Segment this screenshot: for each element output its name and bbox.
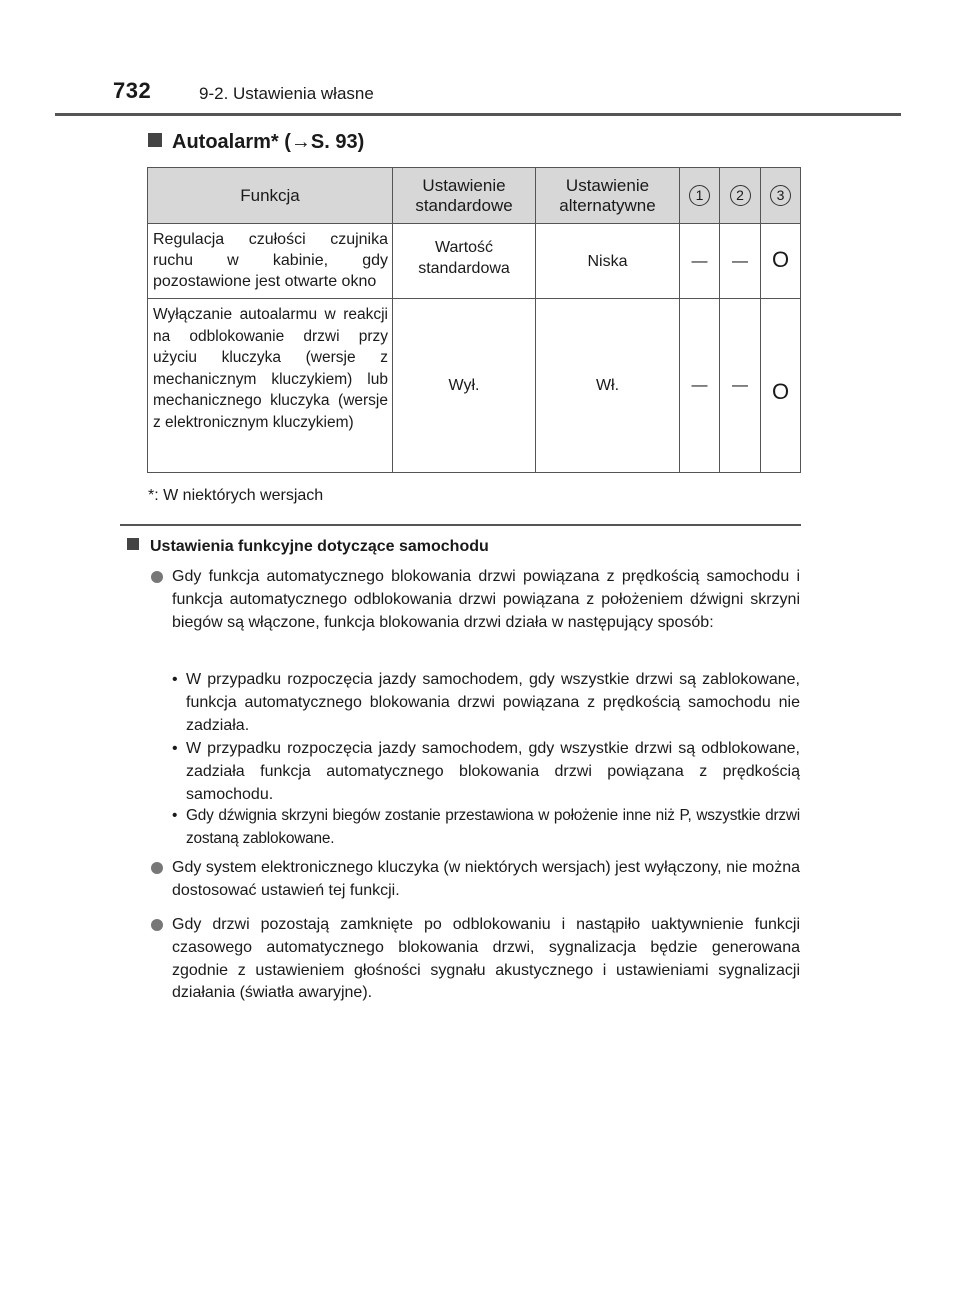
row-c2 bbox=[720, 299, 761, 473]
note-text: Gdy system elektronicznego kluczyka (w niektórych wersjach) jest wyłączony, nie można dostosować ustawień tej funkcji. bbox=[172, 859, 800, 899]
table-header-row bbox=[148, 168, 801, 224]
bullet-dot-icon: • bbox=[172, 740, 178, 757]
notes-heading: Ustawienia funkcyjne dotyczące samochodu bbox=[150, 538, 489, 555]
note-text: Gdy funkcja automatycznego blokowania drzwi powiązana z prędkością samochodu i funkcja automatycznego odblokowania drzwi powiązana z położeniem dźwigni skrzyni biegów są włączone, funkcja blokowania drzwi działa w następujący sposób: bbox=[172, 568, 800, 631]
col-header-default: Ustawienie standardowe bbox=[393, 168, 536, 224]
circled-number-2: 2 bbox=[730, 185, 751, 206]
section-title-row bbox=[148, 131, 364, 154]
bullet-dot-icon: • bbox=[172, 671, 178, 688]
sub-list-item bbox=[172, 805, 800, 851]
sub-note-text: W przypadku rozpoczęcia jazdy samochodem, gdy wszystkie drzwi są zablokowane, funkcja automatycznego blokowania drzwi powiązana z prędkością samochodu nie zadziała. bbox=[186, 671, 800, 734]
sub-list-item bbox=[172, 738, 800, 806]
table-row bbox=[148, 224, 801, 299]
o-mark: O bbox=[771, 378, 790, 404]
section-title: Autoalarm* (→S. 93) bbox=[172, 131, 365, 153]
footnote: *: W niektórych wersjach bbox=[148, 487, 324, 504]
row-c1 bbox=[680, 299, 720, 473]
settings-table bbox=[147, 167, 801, 473]
row-c1 bbox=[680, 224, 720, 299]
row-default: Wartość standardowa bbox=[393, 224, 536, 299]
round-bullet-icon bbox=[151, 571, 163, 583]
list-item bbox=[172, 914, 800, 1005]
round-bullet-icon bbox=[151, 919, 163, 931]
row-function: Wyłączanie autoalarmu w reakcji na odblokowanie drzwi przy użyciu kluczyka (wersje z mechanicznym kluczykiem) lub mechanicznego kluczyka (wersje z elektronicznym kluczykiem) bbox=[148, 299, 393, 473]
col-header-function: Funkcja bbox=[148, 168, 393, 224]
section-header: 9-2. Ustawienia własne bbox=[199, 84, 374, 103]
sub-list-item bbox=[172, 669, 800, 737]
row-c3 bbox=[761, 299, 801, 473]
col-header-2 bbox=[720, 168, 761, 224]
circled-number-3: 3 bbox=[770, 185, 791, 206]
bullet-dot-icon: • bbox=[172, 807, 178, 824]
square-bullet-icon bbox=[127, 538, 139, 550]
dash-mark: — bbox=[732, 377, 748, 394]
dash-mark: — bbox=[732, 252, 748, 270]
o-mark: O bbox=[771, 247, 790, 272]
note-text: Gdy drzwi pozostają zamknięte po odblokowaniu i nastąpiło uaktywnienie funkcji czasowego automatycznego blokowania drzwi, sygnalizacja będzie generowana zgodnie z ustawieniem głośności sygnału akustycznego i ustawieniami sygnalizacji działania (światła awaryjne). bbox=[172, 916, 800, 1002]
list-item bbox=[172, 857, 800, 903]
row-default: Wył. bbox=[393, 299, 536, 473]
row-alternative: Niska bbox=[536, 224, 680, 299]
sub-note-text: W przypadku rozpoczęcia jazdy samochodem, gdy wszystkie drzwi są odblokowane, zadziała funkcja automatycznego blokowania drzwi powiązana z prędkością samochodu. bbox=[186, 740, 800, 803]
notes-heading-row bbox=[127, 538, 489, 556]
square-bullet-icon bbox=[148, 133, 162, 147]
row-alternative: Wł. bbox=[536, 299, 680, 473]
sub-note-text: Gdy dźwignia skrzyni biegów zostanie przestawiona w położenie inne niż P, wszystkie drzwi zostaną zablokowane. bbox=[186, 807, 800, 847]
page-number: 732 bbox=[113, 78, 152, 103]
row-c3 bbox=[761, 224, 801, 299]
col-header-alternative: Ustawienie alternatywne bbox=[536, 168, 680, 224]
table-row bbox=[148, 299, 801, 473]
col-header-1 bbox=[680, 168, 720, 224]
dash-mark: — bbox=[691, 252, 708, 270]
circled-number-1: 1 bbox=[689, 185, 710, 206]
row-c2 bbox=[720, 224, 761, 299]
col-header-3 bbox=[761, 168, 801, 224]
header-divider bbox=[55, 113, 901, 116]
row-function: Regulacja czułości czujnika ruchu w kabinie, gdy pozostawione jest otwarte okno bbox=[148, 224, 393, 299]
list-item bbox=[172, 566, 800, 634]
dash-mark: — bbox=[691, 377, 708, 394]
round-bullet-icon bbox=[151, 862, 163, 874]
notes-divider bbox=[120, 524, 801, 526]
